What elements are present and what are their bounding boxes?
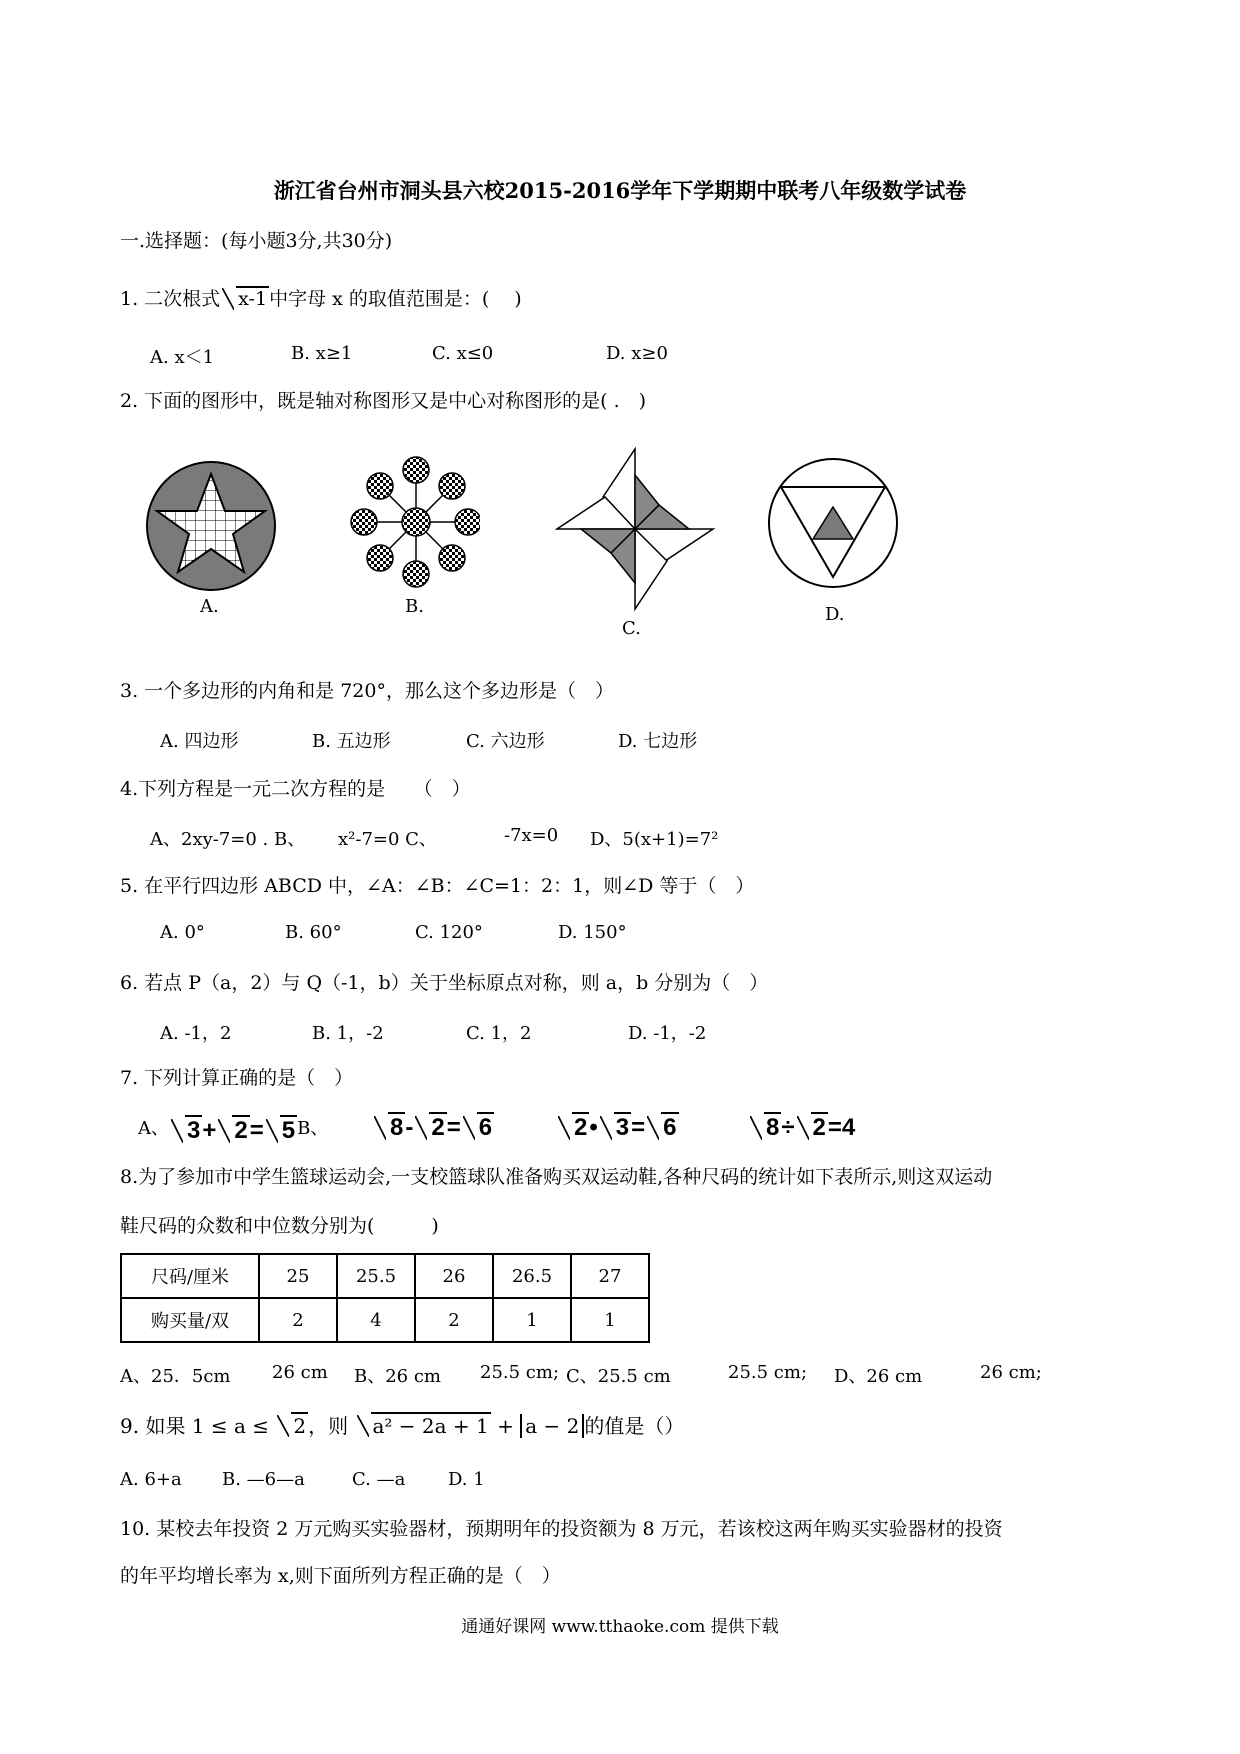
q1-option-a: A. x＜1: [150, 347, 215, 368]
q4-option-a: A、2xy-7=0 . B、: [150, 829, 306, 850]
table-cell: 27: [571, 1254, 649, 1298]
q9-suffix: 的值是（）: [584, 1414, 685, 1438]
q7-a-label: A、: [138, 1118, 169, 1139]
q5-option-c: C. 120°: [415, 922, 483, 943]
figure-c-pinwheel: [555, 445, 715, 615]
q5-option-a: A. 0°: [160, 922, 205, 943]
q4-option-d: D、5(x+1)=7²: [590, 829, 719, 850]
q9-option-a: A. 6+a: [120, 1469, 182, 1490]
q1-suffix: 中字母 x 的取值范围是：( ): [269, 288, 522, 310]
q7-b-label: B、: [297, 1118, 329, 1139]
q1-radical: x-1: [222, 286, 269, 312]
q9-sqrt2: 2: [277, 1413, 308, 1439]
q7-option-c: 2• 3= 6: [556, 1114, 679, 1142]
question-8-line-2: 鞋尺码的众数和中位数分别为( ): [120, 1215, 439, 1237]
figure-a-label: A.: [200, 596, 219, 617]
question-7: 7. 下列计算正确的是（ ）: [120, 1067, 354, 1089]
figure-b-flower: [350, 450, 480, 590]
q9-abs: a − 2: [520, 1414, 584, 1438]
table-cell: 尺码/厘米: [121, 1254, 259, 1298]
q8-option-c-median: 25.5 cm;: [728, 1362, 808, 1383]
question-3: 3. 一个多边形的内角和是 720°，那么这个多边形是（ ）: [120, 680, 614, 702]
q1-option-b: B. x≥1: [291, 343, 353, 364]
q1-option-d: D. x≥0: [606, 343, 668, 364]
q8-option-c: C、25.5 cm: [566, 1366, 671, 1387]
table-cell: 25.5: [337, 1254, 415, 1298]
q7-option-d: 8÷ 2=4: [748, 1114, 855, 1142]
q4-option-c: -7x=0: [504, 825, 559, 846]
table-row: [121, 1254, 649, 1298]
page-title: 浙江省台州市洞头县六校2015-2016学年下学期期中联考八年级数学试卷: [273, 178, 967, 203]
q3-option-d: D. 七边形: [618, 731, 698, 752]
question-2: 2. 下面的图形中，既是轴对称图形又是中心对称图形的是( . ): [120, 390, 647, 412]
question-4: 4.下列方程是一元二次方程的是 （ ）: [120, 778, 471, 800]
table-cell: 2: [259, 1298, 337, 1342]
q8-option-d: D、26 cm: [834, 1366, 923, 1387]
question-6: 6. 若点 P（a，2）与 Q（-1，b）关于坐标原点对称，则 a，b 分别为（ ）: [120, 972, 769, 994]
q4-option-b: x²-7=0 C、: [338, 829, 437, 850]
table-cell: 25: [259, 1254, 337, 1298]
page-footer: 通通好课网 www.tthaoke.com 提供下载: [461, 1617, 779, 1637]
q8-option-a: A、25．5cm: [120, 1366, 231, 1387]
question-8-line-1: 8.为了参加市中学生篮球运动会,一支校篮球队准备购买双运动鞋,各种尺码的统计如下表所示,则这双运动: [120, 1166, 993, 1188]
figure-c-label: C.: [622, 618, 641, 639]
q8-option-b-median: 25.5 cm;: [480, 1362, 560, 1383]
table-cell: 26.5: [493, 1254, 571, 1298]
q9-option-d: D. 1: [448, 1469, 485, 1490]
q3-option-a: A. 四边形: [160, 731, 239, 752]
q9-plus: +: [497, 1414, 514, 1438]
q9-middle: ，则: [308, 1414, 349, 1438]
table-row: [121, 1298, 649, 1342]
question-10-line-2: 的年平均增长率为 x,则下面所列方程正确的是（ ）: [120, 1565, 561, 1587]
table-cell: 2: [415, 1298, 493, 1342]
q9-option-c: C. —a: [352, 1469, 406, 1490]
q9-radical: a² − 2a + 1: [357, 1413, 491, 1439]
table-cell: 1: [493, 1298, 571, 1342]
question-5: 5. 在平行四边形 ABCD 中，∠A：∠B：∠C=1：2：1，则∠D 等于（ ）: [120, 875, 755, 897]
q3-option-c: C. 六边形: [466, 731, 545, 752]
q6-option-d: D. -1，-2: [628, 1023, 707, 1044]
question-1: [120, 286, 522, 312]
figure-d-triangles-in-circle: [765, 455, 905, 595]
table-cell: 26: [415, 1254, 493, 1298]
table-cell: 购买量/双: [121, 1298, 259, 1342]
q7-option-a: A、 3+ 2= 5 B、: [138, 1117, 329, 1144]
question-9: [120, 1413, 684, 1439]
q6-option-c: C. 1，2: [466, 1023, 532, 1044]
q1-option-c: C. x≤0: [432, 343, 494, 364]
q8-option-a-median: 26 cm: [272, 1362, 328, 1383]
figure-b-label: B.: [405, 596, 424, 617]
q3-option-b: B. 五边形: [312, 731, 391, 752]
q8-option-d-median: 26 cm;: [980, 1362, 1042, 1383]
q6-option-a: A. -1，2: [160, 1023, 232, 1044]
q9-option-b: B. —6—a: [222, 1469, 305, 1490]
shoe-size-table: [120, 1253, 650, 1343]
q9-prefix: 9. 如果 1 ≤ a ≤: [120, 1414, 270, 1438]
figure-d-label: D.: [825, 604, 845, 625]
figure-a-star-in-circle: [145, 460, 285, 600]
q1-prefix: 1. 二次根式: [120, 288, 221, 310]
table-cell: 4: [337, 1298, 415, 1342]
q5-option-d: D. 150°: [558, 922, 627, 943]
q7-option-b: 8- 2= 6: [372, 1114, 494, 1142]
question-10-line-1: 10. 某校去年投资 2 万元购买实验器材，预期明年的投资额为 8 万元，若该校这两年购买实验器材的投资: [120, 1518, 1003, 1540]
q8-option-b: B、26 cm: [354, 1366, 442, 1387]
table-cell: 1: [571, 1298, 649, 1342]
q5-option-b: B. 60°: [285, 922, 342, 943]
section-heading: 一.选择题：(每小题3分,共30分): [120, 230, 393, 252]
q6-option-b: B. 1，-2: [312, 1023, 384, 1044]
